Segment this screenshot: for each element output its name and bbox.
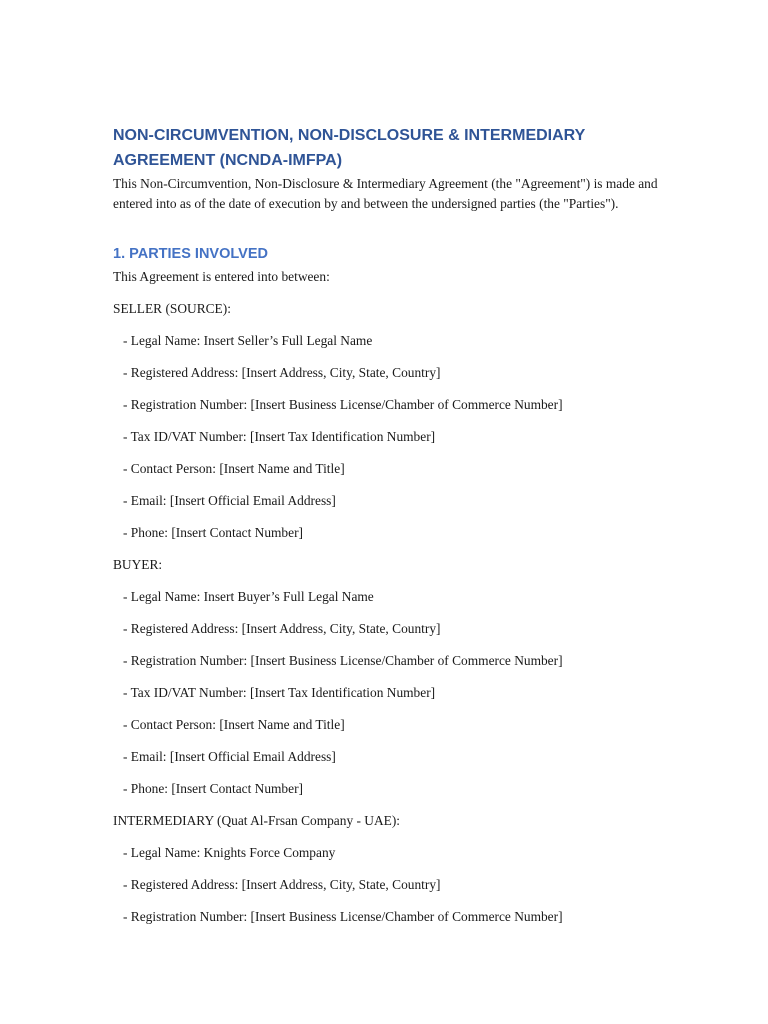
section-heading-parties: 1. PARTIES INVOLVED [113, 246, 268, 262]
list-item: - Tax ID/VAT Number: [Insert Tax Identification Number] [123, 429, 436, 444]
party-label-buyer: BUYER: [113, 557, 163, 572]
list-item: - Contact Person: [Insert Name and Title] [123, 461, 345, 476]
list-item: - Legal Name: Insert Buyer’s Full Legal Name [123, 589, 374, 604]
list-item: - Registered Address: [Insert Address, City, State, Country] [123, 877, 441, 892]
list-item: - Email: [Insert Official Email Address] [123, 493, 336, 508]
list-item: - Contact Person: [Insert Name and Title] [123, 717, 345, 732]
document-title: NON-CIRCUMVENTION, NON-DISCLOSURE & INTERMEDIARY AGREEMENT (NCNDA-IMFPA) [113, 127, 586, 169]
list-item: - Tax ID/VAT Number: [Insert Tax Identification Number] [123, 685, 436, 700]
list-item: - Registration Number: [Insert Business License/Chamber of Commerce Number] [123, 397, 563, 412]
list-item: - Email: [Insert Official Email Address] [123, 749, 336, 764]
list-item: - Phone: [Insert Contact Number] [123, 525, 303, 540]
intro-paragraph: This Non-Circumvention, Non-Disclosure & Intermediary Agreement (the "Agreement") is made and entered into as of the date of execution by and between the undersigned parties (the "Parties"). [113, 176, 658, 211]
parties-list [113, 266, 673, 938]
list-item: - Legal Name: Knights Force Company [123, 845, 336, 860]
list-item: - Phone: [Insert Contact Number] [123, 781, 303, 796]
list-item: - Registered Address: [Insert Address, City, State, Country] [123, 621, 441, 636]
party-label-seller: SELLER (SOURCE): [113, 301, 231, 316]
body-line: This Agreement is entered into between: [113, 269, 330, 284]
list-item: - Registration Number: [Insert Business License/Chamber of Commerce Number] [123, 653, 563, 668]
list-item: - Legal Name: Insert Seller’s Full Legal Name [123, 333, 373, 348]
list-item: - Registered Address: [Insert Address, City, State, Country] [123, 365, 441, 380]
list-item: - Registration Number: [Insert Business License/Chamber of Commerce Number] [123, 909, 563, 924]
party-label-intermediary: INTERMEDIARY (Quat Al-Frsan Company - UAE): [113, 813, 400, 828]
